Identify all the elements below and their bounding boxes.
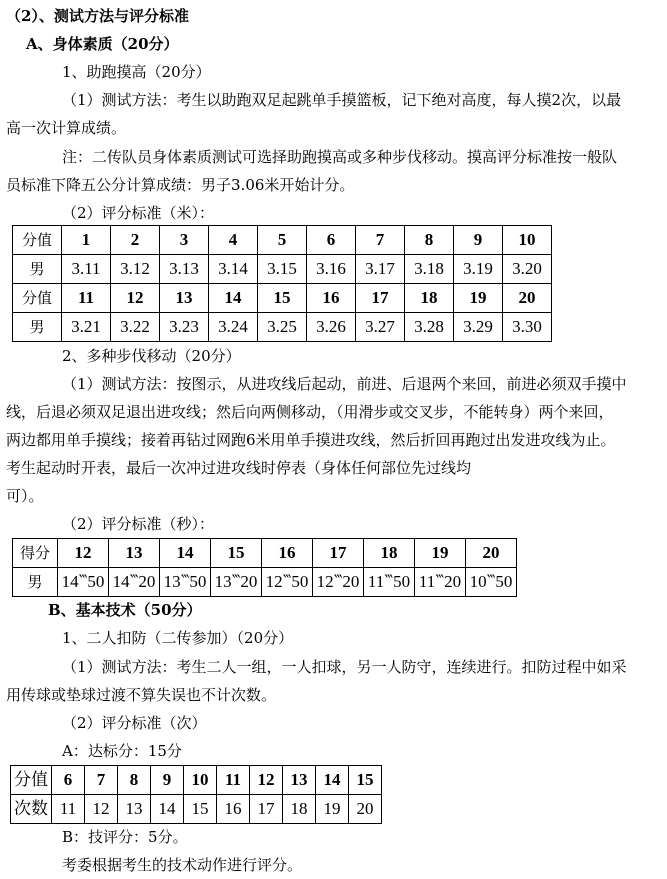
table-row: [11, 795, 382, 824]
table-cell: 3.15: [258, 255, 307, 284]
b-item1-title: 1、二人扣防（二传参加）（20分）: [62, 629, 294, 647]
section-a-title: A、身体素质（20分）: [26, 35, 179, 53]
b-item1-standard-title: （2）评分标准（次）: [62, 714, 207, 732]
table-cell: 10: [503, 226, 552, 255]
table-cell: 6: [307, 226, 356, 255]
table-cell: 14‷20: [109, 568, 160, 597]
table-cell: 17: [313, 539, 364, 568]
table-cell: 16: [307, 284, 356, 313]
table-cell: 8: [118, 766, 151, 795]
table-cell: 14: [160, 539, 211, 568]
table-cell: 1: [62, 226, 111, 255]
table-cell: 11‷50: [364, 568, 415, 597]
table-cell: 10: [184, 766, 217, 795]
table-cell: 15: [211, 539, 262, 568]
table-cell: 19: [316, 795, 349, 824]
item2-standard-title: （2）评分标准（秒）：: [62, 515, 215, 533]
table-cell: 12: [85, 795, 118, 824]
table-cell: 18: [283, 795, 316, 824]
table-row: [13, 539, 517, 568]
table-cell: 3.19: [454, 255, 503, 284]
table-cell: 19: [415, 539, 466, 568]
table-cell: 7: [85, 766, 118, 795]
row-header: 分值: [13, 284, 62, 313]
item1-method-line1: （1）测试方法：考生以助跑双足起跳单手摸篮板，记下绝对高度，每人摸2次，以最: [62, 91, 622, 109]
table-cell: 3.18: [405, 255, 454, 284]
table-cell: 12: [250, 766, 283, 795]
table-cell: 3.28: [405, 313, 454, 342]
table-cell: 17: [250, 795, 283, 824]
table-cell: 6: [52, 766, 85, 795]
table-cell: 3.23: [160, 313, 209, 342]
table-row: [13, 255, 552, 284]
item1-note-line2: 员标准下降五公分计算成绩：男子3.06米开始计分。: [6, 176, 355, 194]
table-cell: 2: [111, 226, 160, 255]
item2-method-line4: 考生起动时开表，最后一次冲过进攻线时停表（身体任何部位先过线均: [6, 459, 472, 477]
jump-score-table: [12, 225, 552, 342]
table-cell: 3.30: [503, 313, 552, 342]
item2-method-line3: 两边都用单手摸线；接着再钻过网跑6米用单手摸进攻线，然后折回再跑过出发进攻线为止。: [6, 431, 616, 449]
section-heading: （2）、测试方法与评分标准: [6, 7, 189, 25]
table-cell: 20: [466, 539, 517, 568]
row-header: 得分: [13, 539, 58, 568]
table-row: [11, 766, 382, 795]
table-cell: 13: [109, 539, 160, 568]
table-cell: 10‷50: [466, 568, 517, 597]
table-cell: 3.29: [454, 313, 503, 342]
table-cell: 15: [258, 284, 307, 313]
table-cell: 7: [356, 226, 405, 255]
table-cell: 11: [217, 766, 250, 795]
table-cell: 15: [349, 766, 382, 795]
table-cell: 12: [58, 539, 109, 568]
item1-title: 1、助跑摸高（20分）: [62, 63, 211, 81]
table-cell: 12: [111, 284, 160, 313]
table-cell: 11‷20: [415, 568, 466, 597]
table-cell: 3.25: [258, 313, 307, 342]
b-item1-final-note: 考委根据考生的技术动作进行评分。: [62, 856, 303, 874]
table-cell: 20: [349, 795, 382, 824]
item1-standard-title: （2）评分标准（米）：: [62, 204, 215, 222]
table-cell: 16: [217, 795, 250, 824]
b-item1-method-line2: 用传球或垫球过渡不算失误也不计次数。: [6, 686, 277, 704]
table-cell: 18: [405, 284, 454, 313]
b-item1-method-line1: （1）测试方法：考生二人一组，一人扣球，另一人防守，连续进行。扣防过程中如采: [62, 658, 627, 676]
table-cell: 14: [316, 766, 349, 795]
table-cell: 20: [503, 284, 552, 313]
table-cell: 14: [209, 284, 258, 313]
item2-method-line5: 可）。: [6, 487, 44, 505]
table-cell: 3.24: [209, 313, 258, 342]
item1-note-line1: 注：二传队员身体素质测试可选择助跑摸高或多种步伐移动。摸高评分标准按一般队: [62, 148, 618, 166]
table-cell: 16: [262, 539, 313, 568]
table-cell: 18: [364, 539, 415, 568]
table-cell: 3: [160, 226, 209, 255]
row-header: 男: [13, 568, 58, 597]
item2-method-line1: （1）测试方法：按图示，从进攻线后起动，前进、后退两个来回，前进必须双手摸中: [62, 375, 627, 393]
table-cell: 19: [454, 284, 503, 313]
table-cell: 12‷20: [313, 568, 364, 597]
table-cell: 3.11: [62, 255, 111, 284]
table-cell: 3.26: [307, 313, 356, 342]
table-cell: 9: [151, 766, 184, 795]
table-cell: 13: [118, 795, 151, 824]
item2-title: 2、多种步伐移动（20分）: [62, 347, 241, 365]
table-cell: 13: [160, 284, 209, 313]
table-cell: 3.13: [160, 255, 209, 284]
table-cell: 14‷50: [58, 568, 109, 597]
table-cell: 3.21: [62, 313, 111, 342]
table-cell: 11: [62, 284, 111, 313]
table-cell: 13‷50: [160, 568, 211, 597]
row-header: 男: [13, 313, 62, 342]
row-header: 分值: [11, 766, 52, 795]
table-cell: 17: [356, 284, 405, 313]
table-cell: 3.27: [356, 313, 405, 342]
item1-method-line2: 高一次计算成绩。: [6, 119, 127, 137]
table-cell: 13‷20: [211, 568, 262, 597]
row-header: 分值: [13, 226, 62, 255]
table-cell: 3.20: [503, 255, 552, 284]
table-row: [13, 226, 552, 255]
table-row: [13, 313, 552, 342]
section-b-title: B、基本技术（50分）: [48, 601, 202, 619]
row-header: 次数: [11, 795, 52, 824]
table-cell: 13: [283, 766, 316, 795]
table-cell: 3.12: [111, 255, 160, 284]
table-cell: 9: [454, 226, 503, 255]
item2-method-line2: 线，后退必须双足退出进攻线；然后向两侧移动，（用滑步或交叉步，不能转身）两个来回，: [6, 403, 614, 421]
table-cell: 14: [151, 795, 184, 824]
b-item1-score-b: B：技评分：5分。: [62, 828, 188, 846]
table-cell: 11: [52, 795, 85, 824]
table-cell: 3.22: [111, 313, 160, 342]
table-cell: 3.17: [356, 255, 405, 284]
table-cell: 8: [405, 226, 454, 255]
table-cell: 3.14: [209, 255, 258, 284]
table-row: [13, 568, 517, 597]
table-cell: 4: [209, 226, 258, 255]
b-item1-score-a: A：达标分：15分: [62, 742, 182, 760]
table-cell: 15: [184, 795, 217, 824]
table-cell: 5: [258, 226, 307, 255]
table-cell: 3.16: [307, 255, 356, 284]
movement-score-table: [12, 538, 517, 597]
defense-score-table: [10, 765, 382, 824]
table-cell: 12‷50: [262, 568, 313, 597]
row-header: 男: [13, 255, 62, 284]
table-row: [13, 284, 552, 313]
